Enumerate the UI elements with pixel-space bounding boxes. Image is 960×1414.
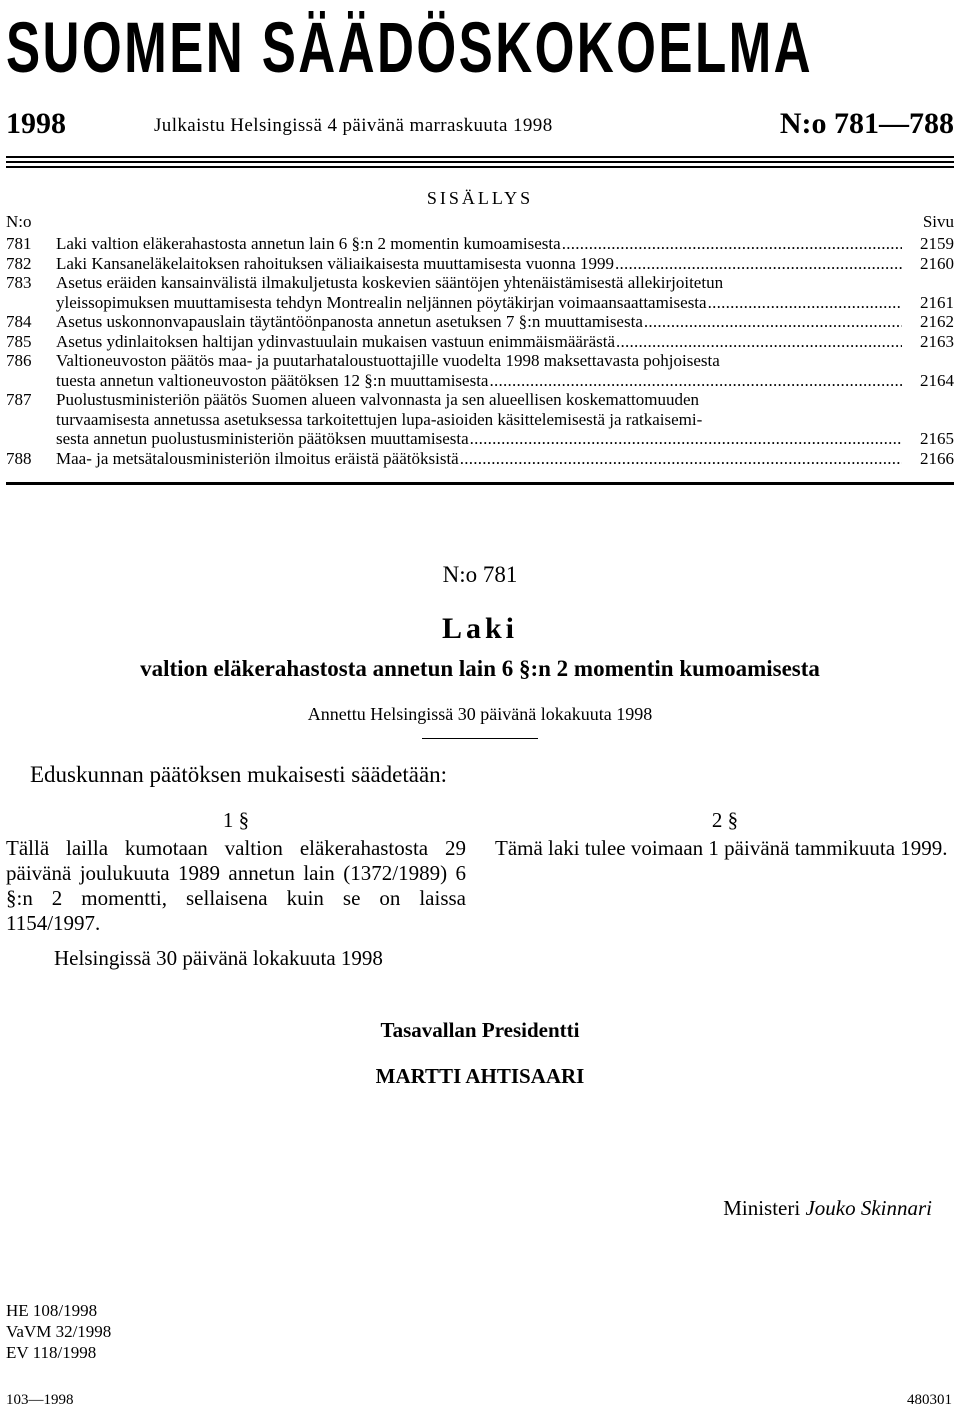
header-rule-middle xyxy=(6,161,954,163)
short-divider xyxy=(422,738,538,739)
section-2 xyxy=(495,808,955,861)
toc-entry-last-line xyxy=(56,371,954,391)
masthead-title: SUOMEN SÄÄDÖSKOKOELMA xyxy=(6,6,814,88)
header-rule-top xyxy=(6,156,954,158)
section-2-text: Tämä laki tulee voimaan 1 päivänä tammikuuta 1999. xyxy=(495,836,948,860)
toc-leader-dots xyxy=(561,234,902,254)
toc-entry-last-line xyxy=(56,312,954,332)
section-1-number: 1 § xyxy=(222,808,250,832)
toc-entry-page: 2162 xyxy=(920,312,954,331)
toc-entry-text: Laki valtion eläkerahastosta annetun lain 6 §:n 2 momentin kumoamisesta xyxy=(56,234,561,253)
toc-entry-body xyxy=(56,390,954,449)
toc-entry-body xyxy=(56,254,954,274)
minister-name: Jouko Skinnari xyxy=(805,1196,932,1220)
toc-title: SISÄLLYS xyxy=(426,188,534,208)
toc-leader-dots xyxy=(469,429,902,449)
toc-entry-number: 781 xyxy=(6,234,32,253)
issue-year: 1998 xyxy=(6,107,66,140)
reference-item: HE 108/1998 xyxy=(6,1301,98,1320)
toc-entry-number: 786 xyxy=(6,351,32,370)
footer-right: 480301 xyxy=(907,1392,952,1408)
toc-page-header: Sivu xyxy=(922,212,954,231)
toc-leader-dots xyxy=(615,332,902,352)
toc-entry-page: 2161 xyxy=(920,292,954,312)
toc-entry-body xyxy=(56,234,954,254)
toc-leader-dots xyxy=(459,449,902,469)
toc-entry xyxy=(6,234,954,254)
toc-entry xyxy=(6,273,954,312)
toc-bottom-rule xyxy=(6,482,954,485)
toc-number-header: N:o xyxy=(6,212,32,231)
toc-entry-body xyxy=(56,273,954,312)
toc-entry-text: sesta annetun puolustusministeriön päätöksen muuttamisesta xyxy=(56,429,469,448)
toc-entry-last-line xyxy=(56,449,954,469)
toc-leader-dots xyxy=(488,371,902,391)
toc-entry-body xyxy=(56,332,954,352)
toc-entry-body xyxy=(56,449,954,469)
president-title: Tasavallan Presidentti xyxy=(380,1018,580,1042)
toc-entry-page: 2160 xyxy=(920,253,954,273)
toc-entry-page: 2165 xyxy=(920,429,954,448)
toc-column-headers xyxy=(6,212,954,234)
toc-entry-text: tuesta annetun valtioneuvoston päätöksen 12 §:n muuttamisesta xyxy=(56,370,489,390)
footer-left: 103—1998 xyxy=(6,1392,74,1408)
act-type: Laki xyxy=(441,612,519,645)
toc-entry-text: Asetus uskonnonvapauslain täytäntöönpanosta annetun asetuksen 7 §:n muuttamisesta xyxy=(56,312,643,331)
section-1 xyxy=(6,808,466,936)
toc-leader-dots xyxy=(707,293,902,313)
act-title: valtion eläkerahastosta annetun lain 6 §:n 2 momentin kumoamisesta xyxy=(140,656,820,681)
toc-entry-body xyxy=(56,312,954,332)
reference-item: VaVM 32/1998 xyxy=(6,1322,112,1341)
toc-leader-dots xyxy=(643,312,902,332)
toc-entry-page: 2166 xyxy=(920,448,954,468)
toc-entry-body xyxy=(56,351,954,390)
toc-entry-text: Maa- ja metsätalousministeriön ilmoitus eräistä päätöksistä xyxy=(56,448,459,468)
toc-entry xyxy=(6,254,954,274)
toc-entry-line: Puolustusministeriön päätös Suomen alueen valvonnasta ja sen alueellisen koskemattomuuden xyxy=(56,390,700,409)
toc-entry-last-line xyxy=(56,254,954,274)
enactment-clause: Eduskunnan päätöksen mukaisesti säädetään: xyxy=(30,762,448,787)
toc-entry-page: 2164 xyxy=(920,370,954,390)
references xyxy=(6,1300,111,1363)
toc-entry-number: 785 xyxy=(6,331,32,351)
reference-item: EV 118/1998 xyxy=(6,1343,97,1362)
toc-entry-number: 787 xyxy=(6,390,32,409)
toc-entry-line: Valtioneuvoston päätös maa- ja puutarhataloustuottajille vuodelta 1998 maksettavasta pohjoisesta xyxy=(56,351,720,370)
toc-entry-last-line xyxy=(56,234,954,254)
toc-entry xyxy=(6,312,954,332)
toc-entry-text: Asetus ydinlaitoksen haltijan ydinvastuulain mukaisen vastuun enimmäismäärästä xyxy=(56,331,615,351)
toc-entry-line: Asetus eräiden kansainvälistä ilmakuljetusta koskevien sääntöjen yhtenäistämisestä allekirjoitetun xyxy=(56,273,724,292)
toc-entry-text: Laki Kansaneläkelaitoksen rahoituksen väliaikaisesta muuttamisesta vuonna 1999 xyxy=(56,253,615,273)
minister-signature xyxy=(723,1196,932,1221)
toc-entry xyxy=(6,390,954,449)
act-number: N:o 781 xyxy=(442,562,518,587)
act-given-date: Annettu Helsingissä 30 päivänä lokakuuta 1998 xyxy=(307,704,653,724)
toc-entry xyxy=(6,351,954,390)
toc-entry-number: 788 xyxy=(6,448,32,468)
president-name: MARTTI AHTISAARI xyxy=(375,1064,585,1088)
toc-entry-number: 783 xyxy=(6,273,32,292)
toc-entry xyxy=(6,449,954,469)
toc-entry xyxy=(6,332,954,352)
section-1-text: Tällä lailla kumotaan valtion eläkerahastosta 29 päivänä joulukuuta 1989 annetun lain (1372/1989) 6 §:n 2 momentti, sellaisena kuin se on laissa 1154/1997. xyxy=(6,836,466,935)
minister-label: Ministeri xyxy=(723,1196,801,1220)
toc-entry-last-line xyxy=(56,293,954,313)
issue-numbers: N:o 781—788 xyxy=(779,107,954,140)
signing-place-date: Helsingissä 30 päivänä lokakuuta 1998 xyxy=(54,946,383,970)
toc-entry-last-line xyxy=(56,429,954,449)
toc-leader-dots xyxy=(614,254,902,274)
table-of-contents xyxy=(6,234,954,468)
toc-entry-text: yleissopimuksen muuttamisesta tehdyn Montrealin neljännen pöytäkirjan voimaansaattamisesta xyxy=(56,292,707,312)
toc-entry-last-line xyxy=(56,332,954,352)
header-rule-bottom xyxy=(6,166,954,168)
publication-date: Julkaistu Helsingissä 4 päivänä marraskuuta 1998 xyxy=(154,115,553,136)
issue-header xyxy=(6,104,954,144)
toc-entry-line: turvaamisesta annetussa asetuksessa tarkoitettujen lupa-asioiden käsittelemisestä ja ratkaisemi- xyxy=(56,409,703,429)
toc-entry-page: 2163 xyxy=(920,331,954,351)
toc-entry-number: 784 xyxy=(6,312,32,331)
toc-entry-page: 2159 xyxy=(920,234,954,253)
toc-entry-number: 782 xyxy=(6,253,32,273)
section-2-number: 2 § xyxy=(711,808,739,832)
